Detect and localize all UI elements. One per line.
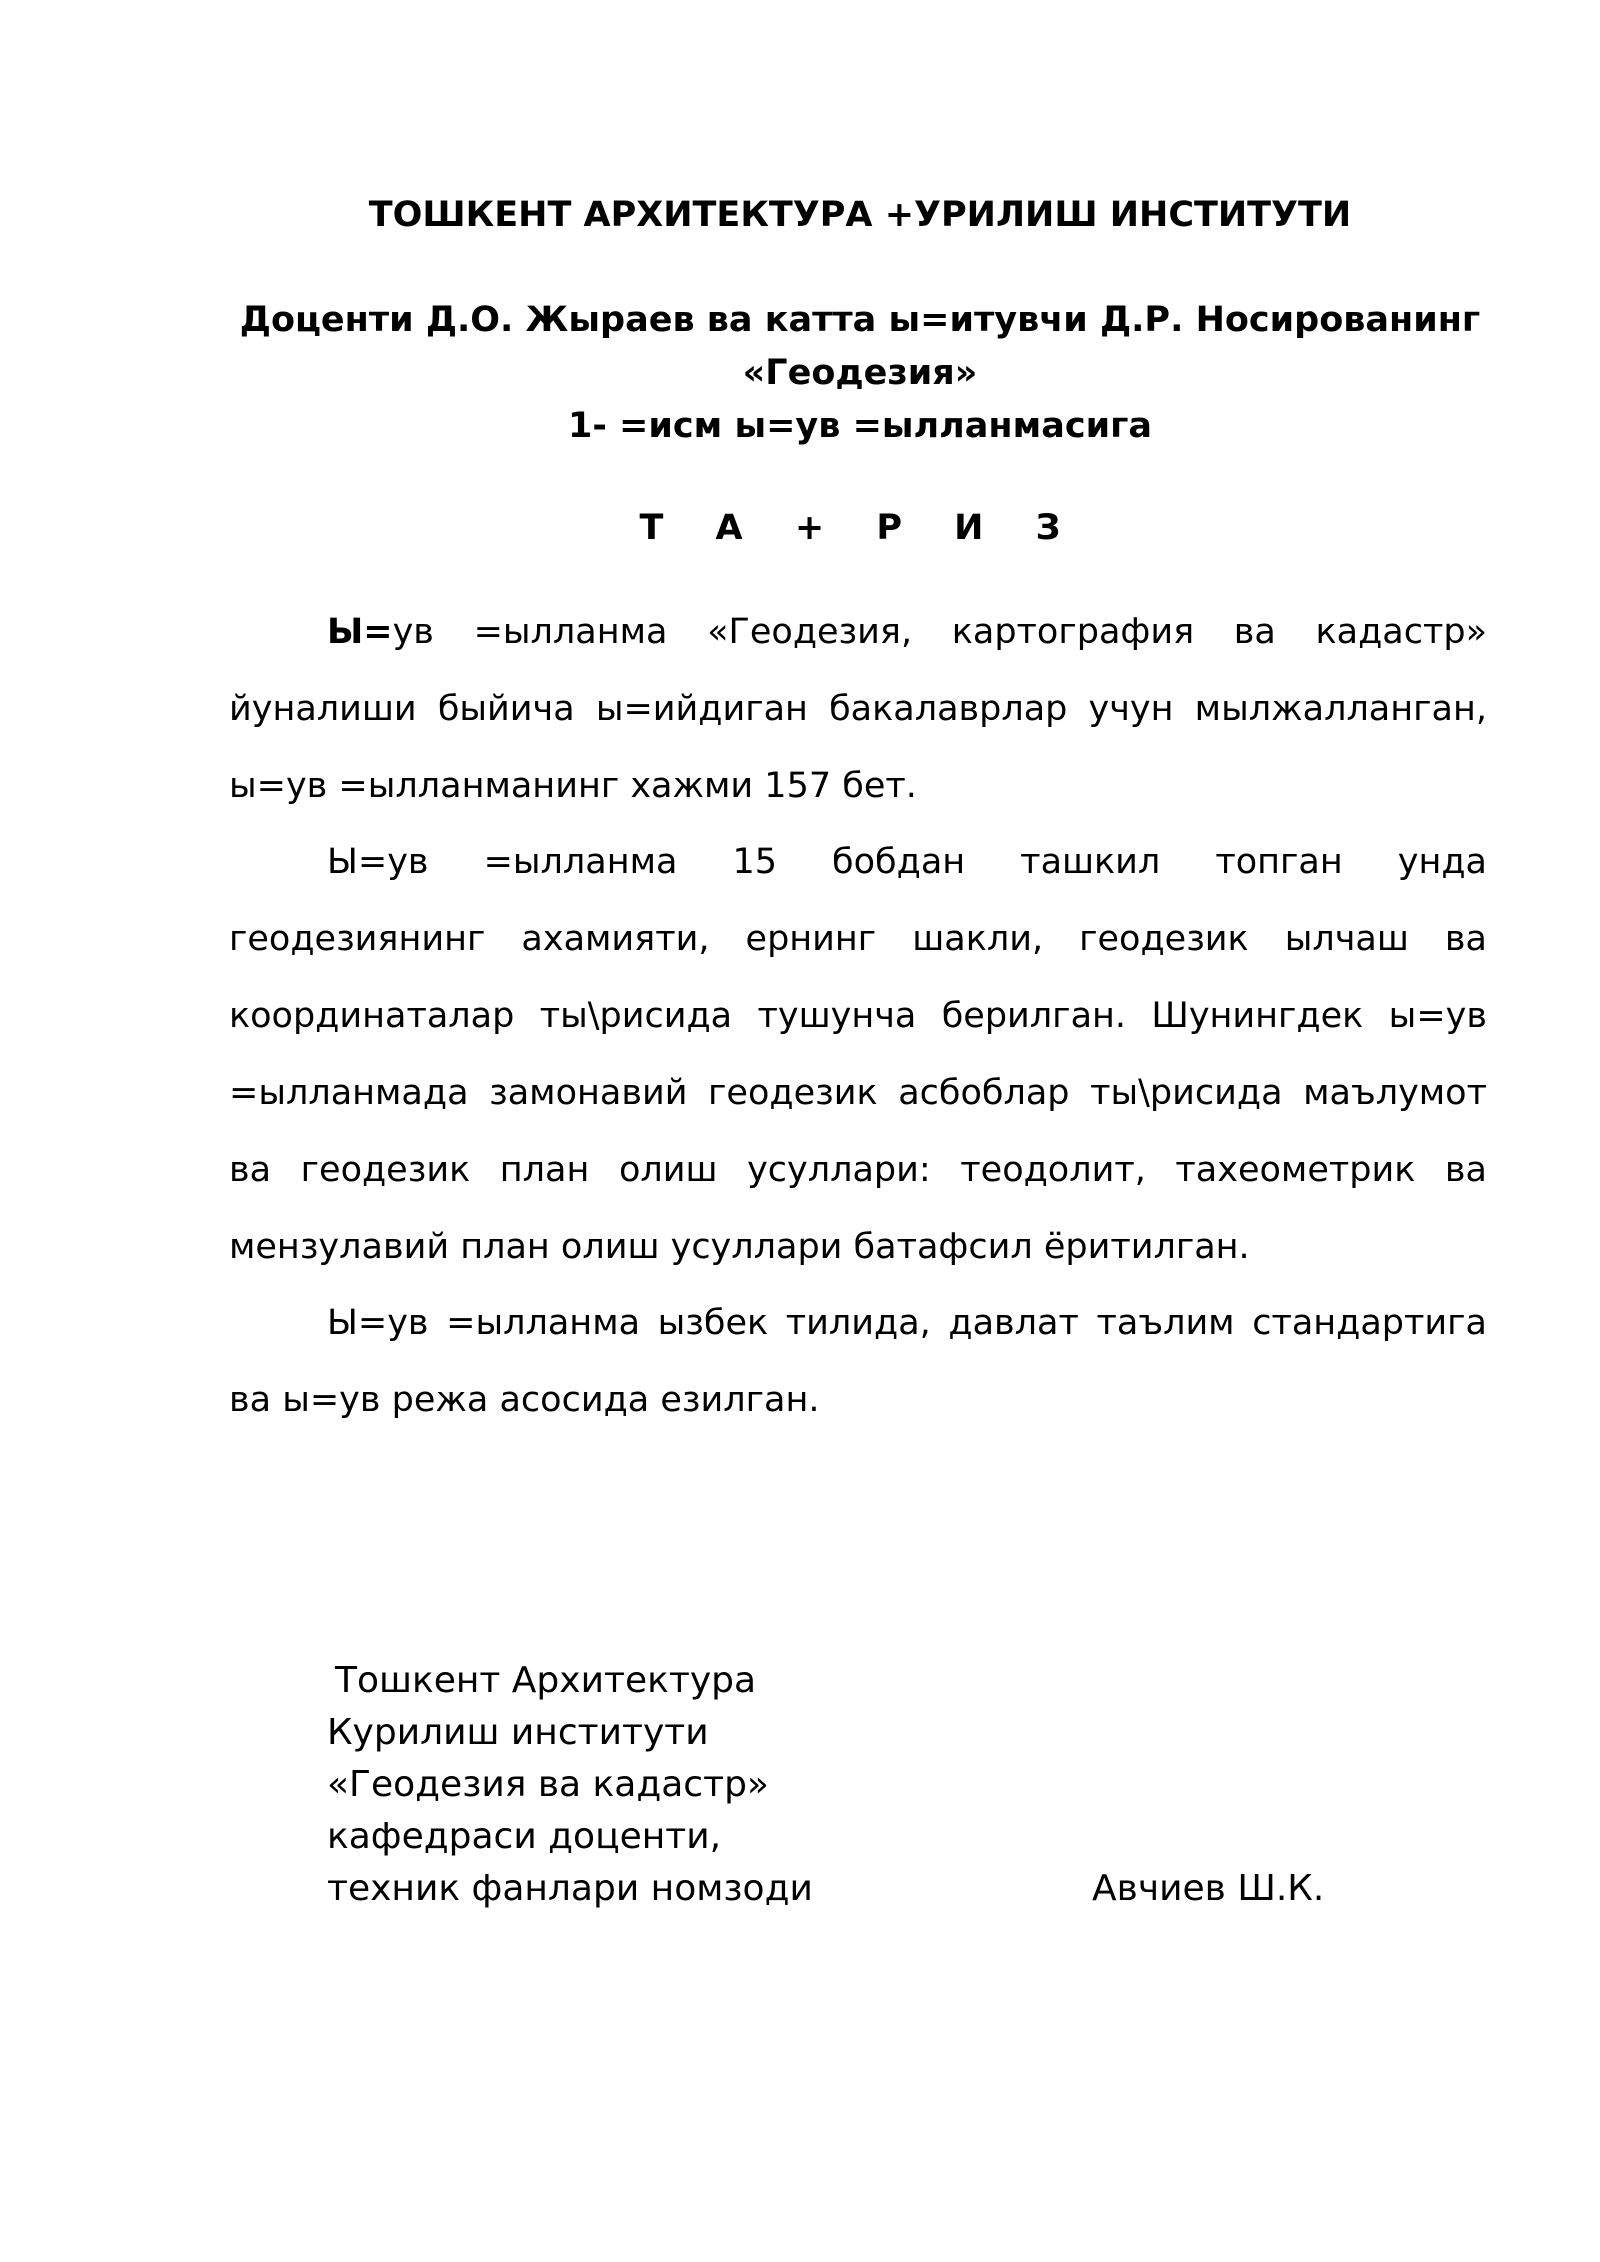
signature-line-4: кафедраси доценти, (327, 1816, 722, 1857)
signer-name: Авчиев Ш.К. (1092, 1868, 1325, 1909)
paragraph-3-text: Ы=ув =ылланма ызбек тилида, давлат таълим стандартига ва ы=ув режа асосида езилган. (229, 1303, 1487, 1420)
body-paragraph-1 (229, 594, 1487, 825)
paragraph-2-text: Ы=ув =ылланма 15 бобдан ташкил топган унда геодезиянинг ахамияти, ернинг шакли, геодезик ылчаш ва координаталар ты\рисида тушунча берилган. Шунингдек ы=ув =ылланмада замонавий геодезик асбоблар ты\рисида маълумот ва геодезик план олиш усуллари: теодолит, тахеометрик ва мензулавий план олиш усуллари батафсил ёритилган. (229, 842, 1487, 1267)
paragraph-1-text: ув =ылланма «Геодезия, картография ва кадастр» йуналиши быйича ы=ийдиган бакалаврлар учун мылжалланган, ы=ув =ылланманинг хажми 157 бет. (229, 612, 1487, 806)
signature-line-1: Тошкент Архитектура (335, 1660, 757, 1701)
body-paragraph-3 (229, 1285, 1487, 1439)
signature-line-5: техник фанлари номзоди (327, 1868, 813, 1909)
signature-line-2: Курилиш институти (327, 1712, 709, 1753)
institute-title: ТОШКЕНТ АРХИТЕКТУРА +УРИЛИШ ИНСТИТУТИ (368, 195, 1352, 235)
part-line: 1- =исм ы=ув =ылланмасига (567, 406, 1153, 446)
subject-line: «Геодезия» (742, 353, 978, 393)
document-type-title: Т А + Р И З (639, 508, 1081, 548)
authors-line: Доценти Д.О. Жыраев ва катта ы=итувчи Д.Р. Носированинг (239, 300, 1481, 340)
body-paragraph-2 (229, 824, 1487, 1286)
signature-line-3: «Геодезия ва кадастр» (327, 1764, 769, 1805)
signature-block (327, 1655, 813, 1915)
paragraph-lead-bold: Ы= (327, 612, 393, 652)
